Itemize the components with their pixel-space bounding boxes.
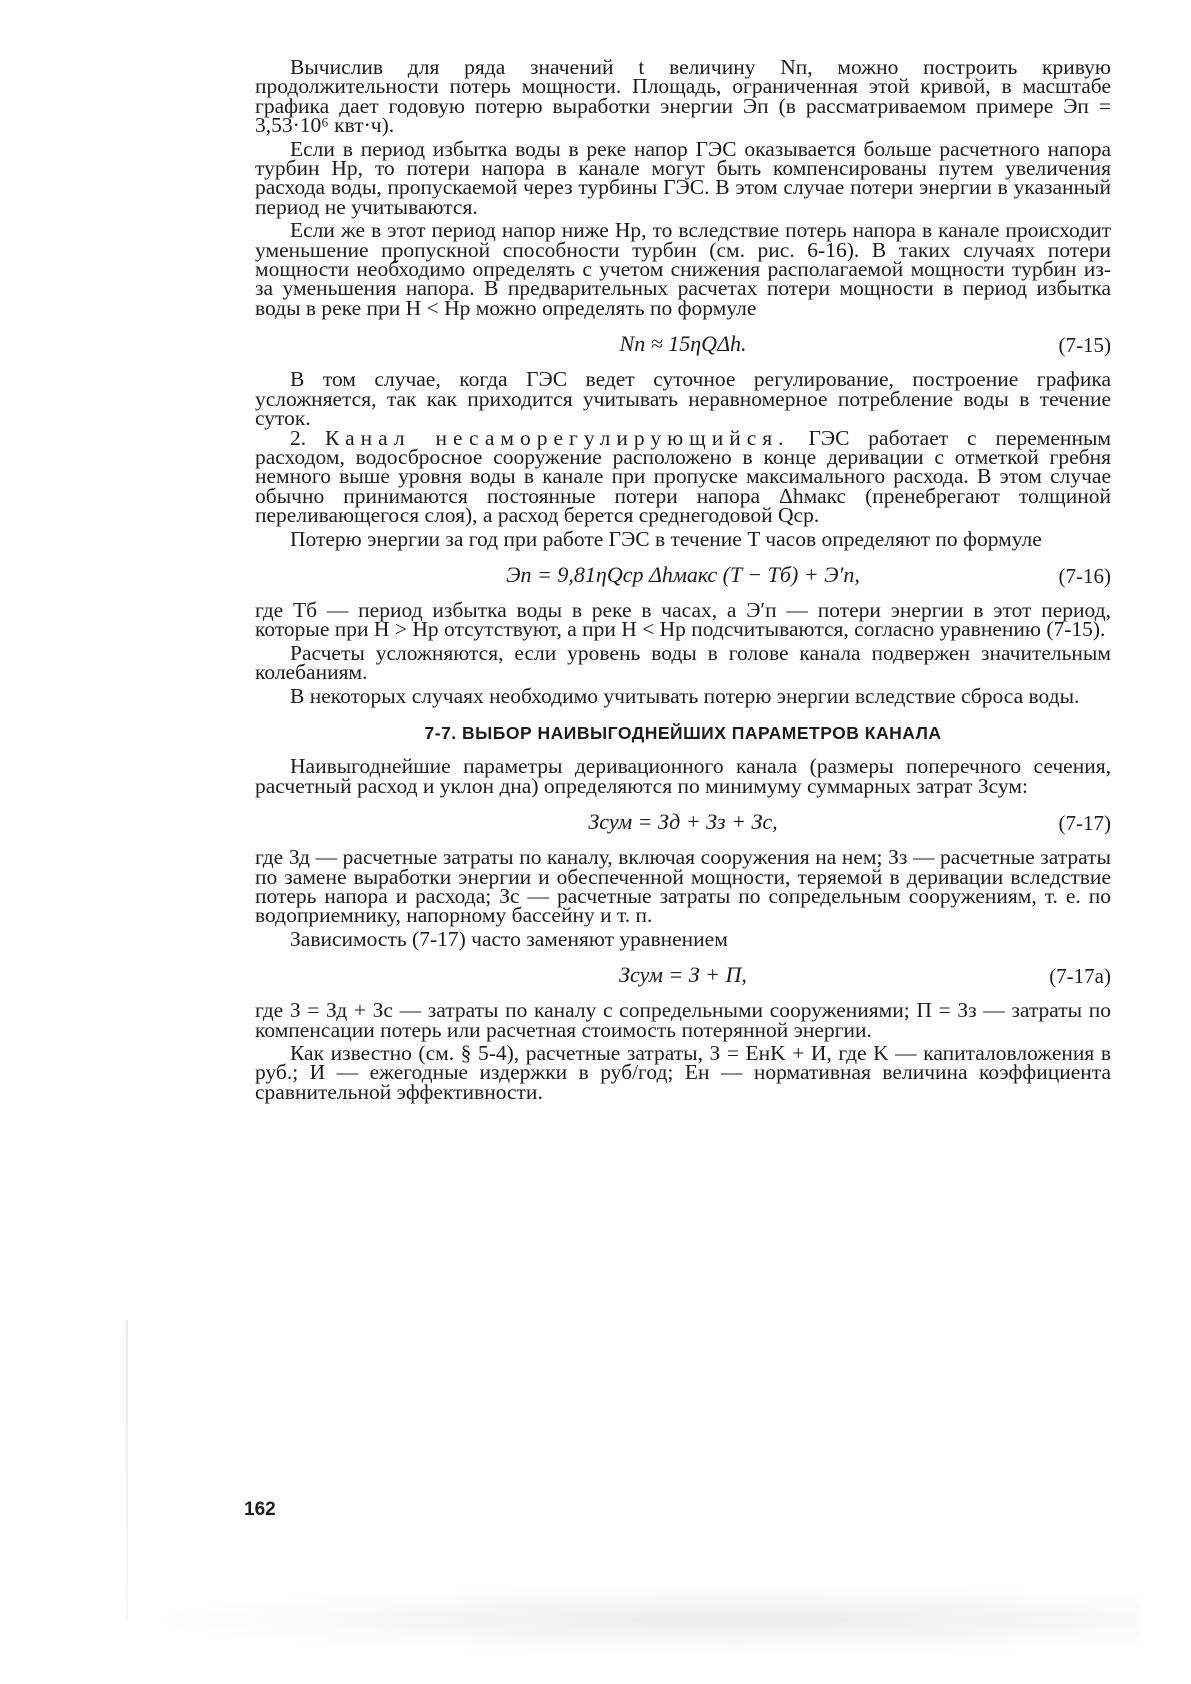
paragraph-2: Если в период избытка воды в реке напор ГЭС оказывается больше расчетного напора турбин Hр, то потери напора в канале могут быть компенсированы путем увеличения расхода воды, пропускаемой через турбины ГЭС. В этом случае потери энергии в указанный период не учитываются. [255,136,1111,219]
formula-7-17a [255,953,1111,997]
paragraph-1: Вычислив для ряда значений t величину Nп, можно построить кривую продолжительности потерь мощности. Площадь, ограниченная этой кривой, в масштабе графика дает годовую потерю выработки энергии Эп (в рассматриваемом примере Эп = 3,53·10⁶ квт·ч). [255,55,1111,138]
paragraph-12: Зависимость (7-17) часто заменяют уравнением [290,926,728,951]
paragraph-6: Потерю энергии за год при работе ГЭС в течение T часов определяют по формуле [290,526,1042,551]
binding-shadow [126,1320,128,1620]
paragraph-4: В том случае, когда ГЭС ведет суточное регулирование, построение графика усложняется, так как приходится учитывать неравномерное потребление воды в течение суток. [255,367,1111,431]
formula-7-15 [255,322,1111,366]
item-title-spaced: Канал несаморегулирующийся. [325,425,790,450]
paragraph-8: Расчеты усложняются, если уровень воды в голове канала подвержен значительным колебаниям. [255,640,1111,685]
paragraph-10: Наивыгоднейшие параметры деривационного канала (размеры поперечного сечения, расчетный расход и уклон дна) определяются по минимуму суммарных затрат Зсум: [255,754,1111,798]
scan-smudge [140,1585,1140,1655]
paragraph-14: Как известно (см. § 5-4), расчетные затраты, З = EнK + И, где K — капиталовложения в руб.; И — ежегодные издержки в руб/год; Eн — нормативная величина коэффициента сравнительной эффективности. [255,1041,1111,1104]
paragraph-13: где З = Зд + Зс — затраты по каналу с сопредельными сооружениями; П = Зз — затраты по компенсации потерь или расчетная стоимость потерянной энергии. [255,998,1111,1042]
formula-7-16 [255,553,1111,597]
paragraph-9: В некоторых случаях необходимо учитывать потерю энергии вследствие сброса воды. [290,683,1080,708]
formula-7-17 [255,800,1111,844]
page-number: 162 [244,1499,276,1520]
formula-expression: Зсум = Зд + Зз + Зс, [588,809,778,835]
formula-number: (7-16) [1058,563,1111,588]
item-text: ГЭС работает с переменным расходом, водосбросное сооружение расположено в конце деривации с отметкой гребня немного выше уровня воды в канале при пропуске максимального расхода. В этом случае обычно принимаются постоянные потери напора Δhмакс (пренебрегают толщиной переливающегося слоя), а расход берется среднегодовой Qср. [255,425,1111,528]
formula-expression: Nп ≈ 15ηQΔh. [619,331,747,357]
paragraph-3: Если же в этот период напор ниже Hр, то вследствие потерь напора в канале происходит уменьшение пропускной способности турбин (см. рис. 6-16). В таких случаях потери мощности необходимо определять с учетом снижения располагаемой мощности турбин из-за уменьшения напора. В предварительных расчетах потери мощности в период избытка воды в реке при H < Hр можно определять по формуле [255,218,1111,320]
formula-number: (7-15) [1058,333,1111,358]
formula-number: (7-17) [1058,811,1111,836]
paragraph-11: где Зд — расчетные затраты по каналу, включая сооружения на нем; Зз — расчетные затраты по замене выработки энергии и обеспеченной мощности, теряемой в деривации вследствие потерь напора и расхода; Зс — расчетные затраты по сопредельным сооружениям, т. е. по водоприемнику, напорному бассейну и т. п. [255,845,1111,928]
paragraph-7: где Tб — период избытка воды в реке в часах, а Э′п — потери энергии в этот период, которые при H > Hр отсутствуют, а при H < Hр подсчитываются, согласно уравнению (7-15). [255,597,1111,642]
formula-number: (7-17а) [1049,964,1111,989]
formula-expression: Зсум = З + П, [619,962,747,988]
paragraph-5 [255,425,1111,528]
item-number: 2. [290,425,307,450]
text-column [255,55,1111,1104]
formula-expression: Эп = 9,81ηQср Δhмакс (T − Tб) + Э′п, [506,561,860,587]
section-heading: 7-7. ВЫБОР НАИВЫГОДНЕЙШИХ ПАРАМЕТРОВ КАНАЛА [424,722,942,743]
